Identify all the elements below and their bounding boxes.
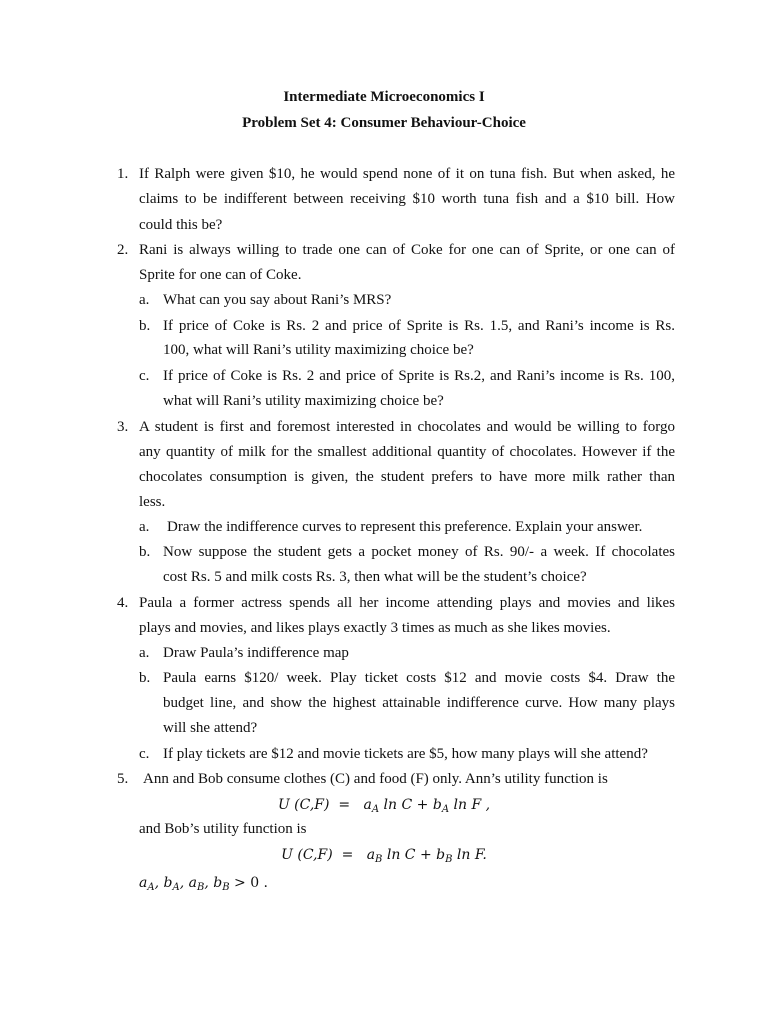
question-text: could this be? [139,217,223,233]
question-text: and Bob’s utility function is [139,821,307,837]
problem-set-title: Problem Set 4: Consumer Behaviour-Choice [242,115,526,131]
part-letter: b. [139,544,151,560]
part-text: Now suppose the student gets a pocket money of Rs. 90/- a week. If chocolates [163,544,675,560]
part-letter: c. [139,368,150,384]
question-text: chocolates consumption is given, the student prefers to have more milk rather than [139,469,675,485]
part-letter: a. [139,292,150,308]
part-text: will she attend? [163,720,258,736]
question-number: 3. [117,419,129,435]
question-text: any quantity of milk for the smallest additional quantity of chocolates. However if the [139,444,675,460]
question-number: 1. [117,166,129,182]
part-text: 100, what will Rani’s utility maximizing choice be? [163,342,474,358]
question-text: Ann and Bob consume clothes (C) and food (F) only. Ann’s utility function is [143,771,608,787]
question-text: A student is first and foremost interested in chocolates and would be willing to forgo [139,419,675,435]
part-text: Paula earns $120/ week. Play ticket costs $12 and movie costs $4. Draw the [163,670,675,686]
part-letter: b. [139,670,151,686]
parameter-constraint [139,873,268,893]
part-text: If price of Coke is Rs. 2 and price of Sprite is Rs.2, and Rani’s income is Rs. 100, [163,368,675,384]
question-text: Paula a former actress spends all her income attending plays and movies and likes [139,595,675,611]
part-text: Draw Paula’s indifference map [163,645,349,661]
part-letter: a. [139,645,150,661]
question-number: 5. [117,771,129,787]
part-letter: b. [139,318,151,334]
question-number: 4. [117,595,129,611]
question-text: Sprite for one can of Coke. [139,267,302,283]
question-text: less. [139,494,166,510]
part-text: Draw the indifference curves to represent this preference. Explain your answer. [167,519,643,535]
question-text: claims to be indifferent between receiving $10 worth tuna fish and a $10 bill. How [139,191,675,207]
bob-utility-equation: U (C,F) = $a_B$ $\ln C + b_B$ ln F. [281,847,487,865]
question-text: plays and movies, and likes plays exactly 3 times as much as she likes movies. [139,620,611,636]
part-text: If price of Coke is Rs. 2 and price of Sprite is Rs. 1.5, and Rani’s income is Rs. [163,318,675,334]
constraint-expression: $a_A$, $b_A$, $a_B$, $b_B > 0$ . [139,875,269,893]
part-text: budget line, and show the highest attainable indifference curve. How many plays [163,695,675,711]
question-text: Rani is always willing to trade one can of Coke for one can of Sprite, or one can of [139,242,675,258]
question-number: 2. [117,242,129,258]
question-text: If Ralph were given $10, he would spend none of it on tuna fish. But when asked, he [139,166,675,182]
part-text: cost Rs. 5 and milk costs Rs. 3, then what will be the student’s choice? [163,569,587,585]
course-title: Intermediate Microeconomics I [283,89,485,105]
part-letter: c. [139,746,150,762]
ann-utility-equation: U (C,F) = $a_A$ $\ln C + b_A$ ln F , [277,797,491,815]
part-text: What can you say about Rani’s MRS? [163,292,392,308]
part-letter: a. [139,519,150,535]
part-text: what will Rani’s utility maximizing choice be? [163,393,444,409]
part-text: If play tickets are $12 and movie tickets are $5, how many plays will she attend? [163,746,648,762]
